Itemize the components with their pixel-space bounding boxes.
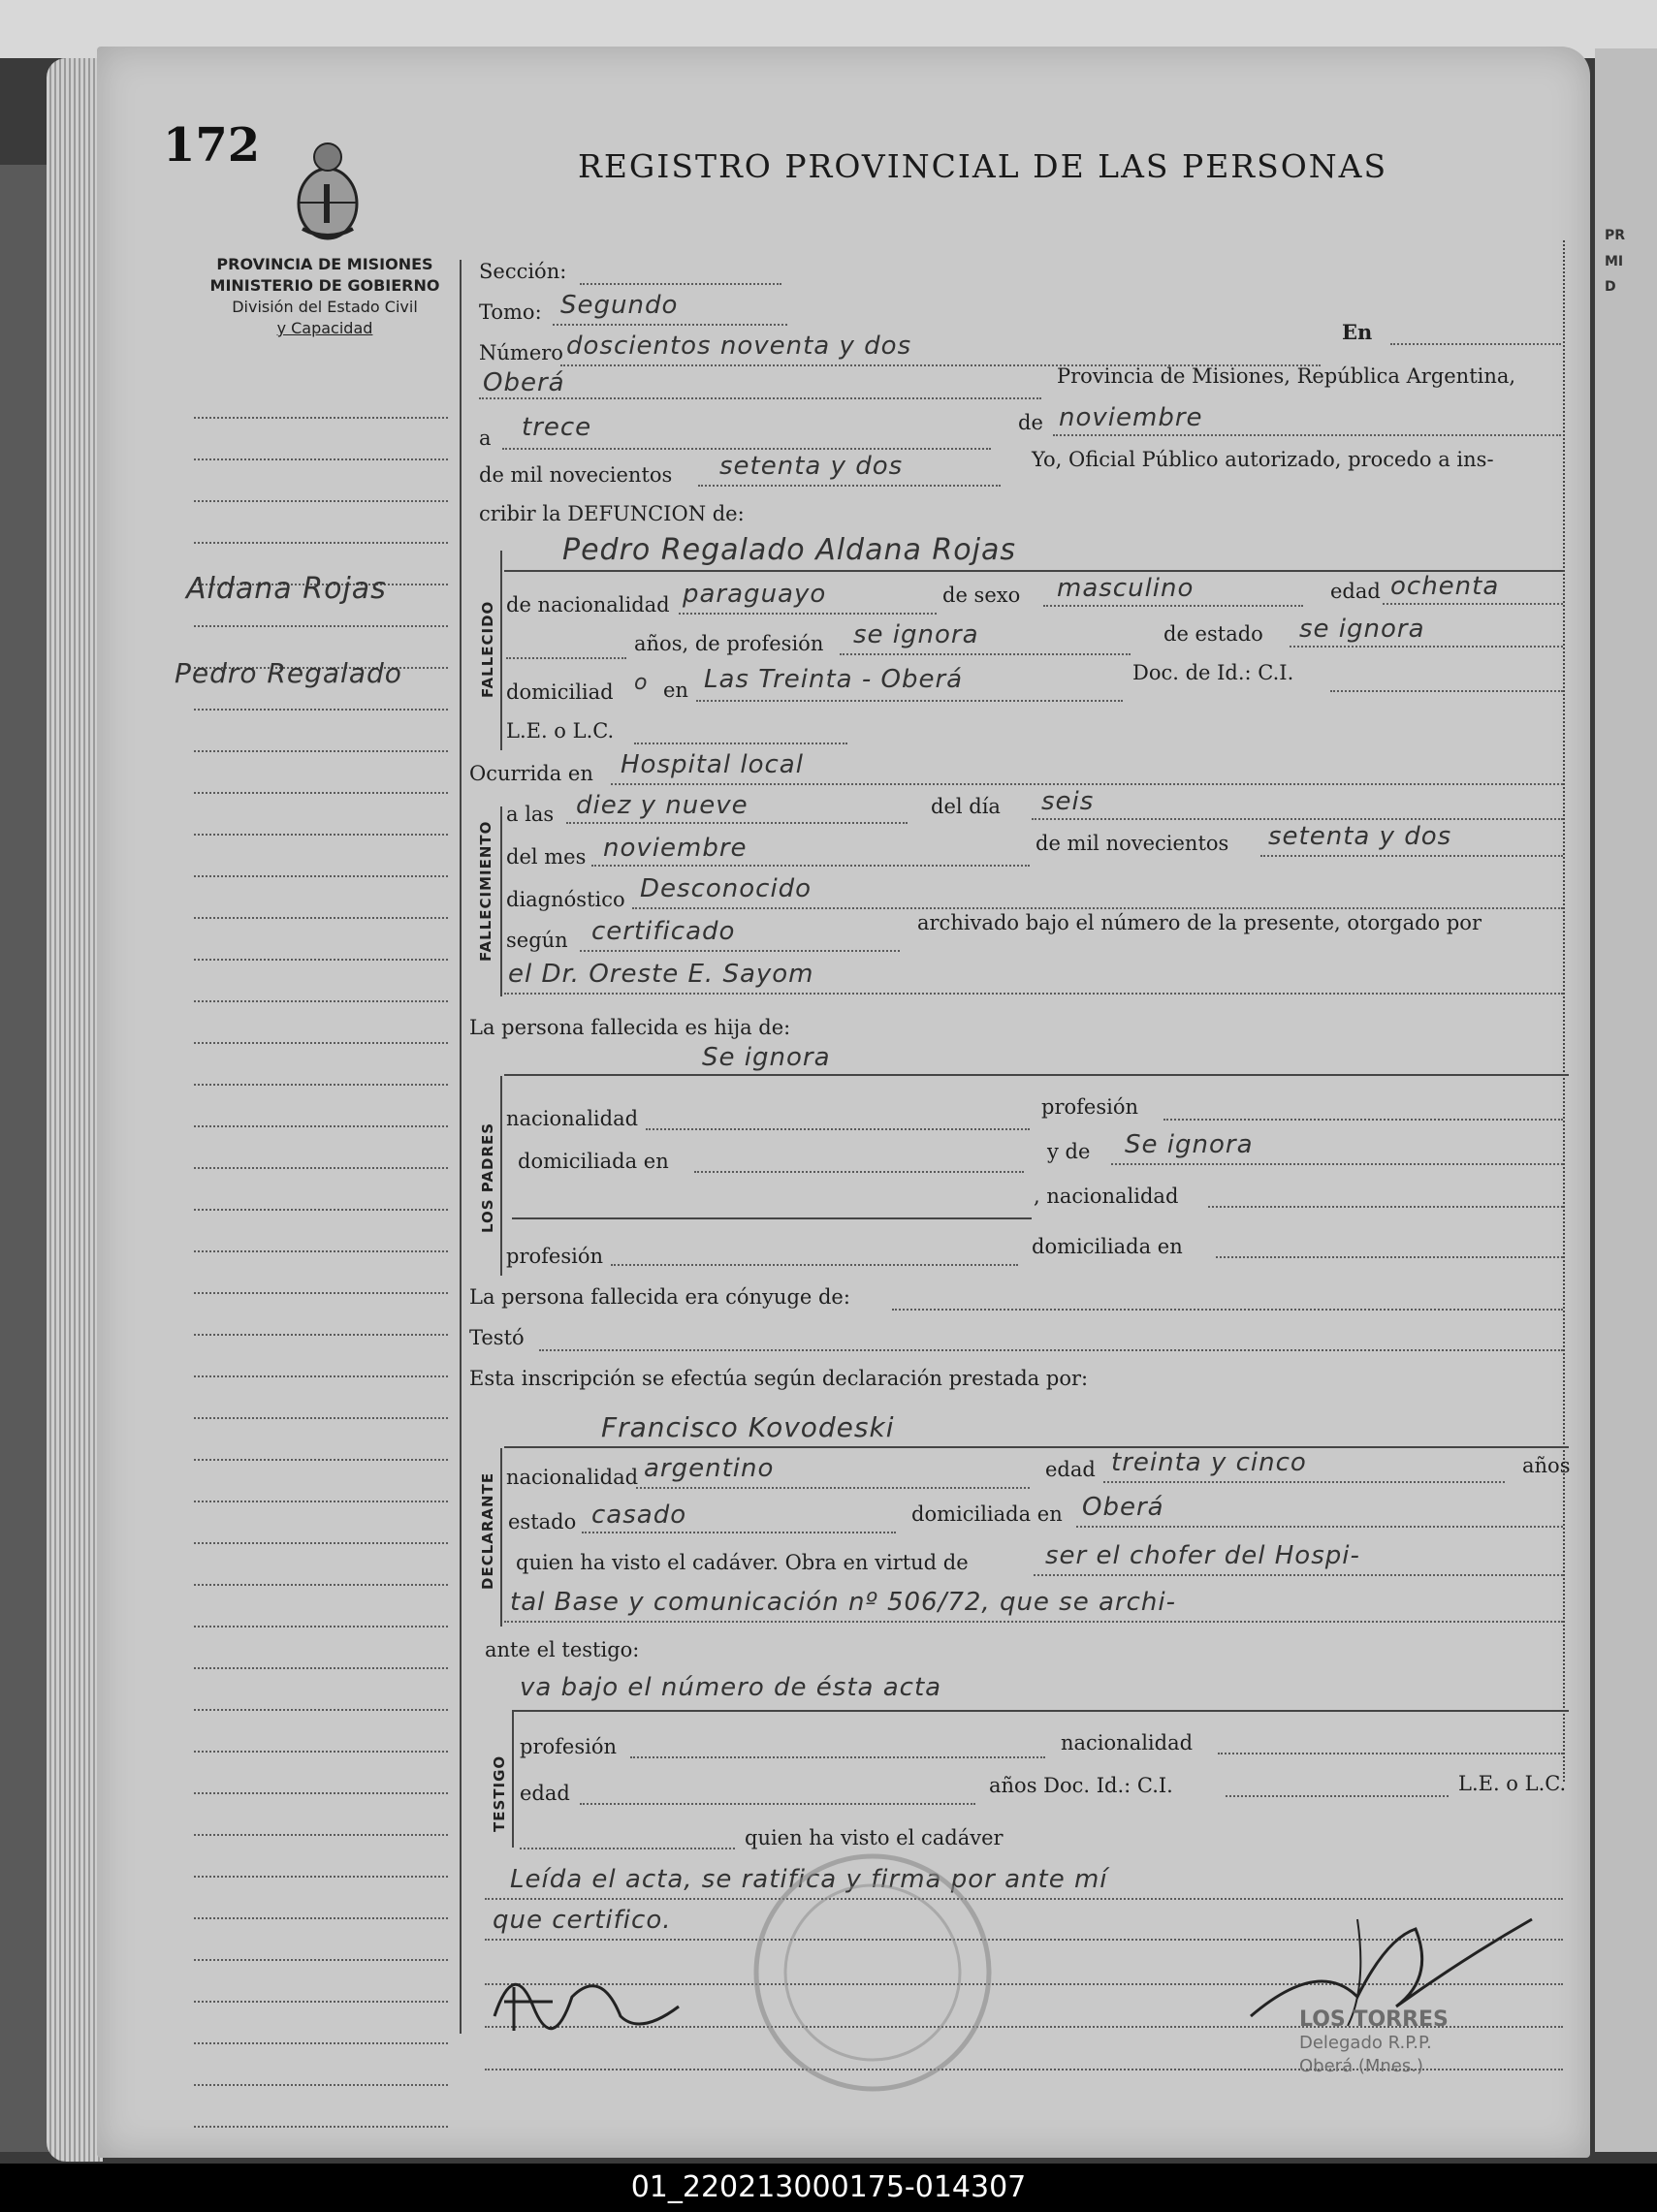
field-line xyxy=(504,993,1563,995)
label-cribir: cribir la DEFUNCION de: xyxy=(479,502,745,525)
declarant-signature xyxy=(485,1948,698,2045)
value-anio-fallec: setenta y dos xyxy=(1268,822,1452,851)
declarant-underline xyxy=(504,1446,1569,1448)
margin-ruled-line xyxy=(194,917,448,919)
label-de-mil-fallec: de mil novecientos xyxy=(1036,832,1229,855)
margin-ruled-line xyxy=(194,2001,448,2003)
margin-ruled-line xyxy=(194,1626,448,1627)
field-line xyxy=(479,397,1041,399)
round-seal-stamp xyxy=(747,1842,999,2103)
margin-ruled-line xyxy=(194,1167,448,1169)
form-left-border xyxy=(460,260,462,2034)
label-domiciliada-padre: domiciliada en xyxy=(518,1150,669,1173)
margin-ruled-line xyxy=(194,1501,448,1502)
margin-ruled-line xyxy=(194,458,448,460)
margin-ruled-line xyxy=(194,1709,448,1711)
field-line xyxy=(1226,1795,1449,1797)
label-nacionalidad-decl: nacionalidad xyxy=(506,1466,639,1489)
issuing-organization xyxy=(184,254,465,339)
facing-page-fragment: MI xyxy=(1605,254,1624,269)
margin-ruled-line xyxy=(194,1084,448,1086)
section-label-los-padres: LOS PADRES xyxy=(479,1122,496,1233)
value-numero: doscientos noventa y dos xyxy=(566,332,912,361)
label-a: a xyxy=(479,427,492,450)
org-line: MINISTERIO DE GOBIERNO xyxy=(209,276,440,295)
field-line xyxy=(591,865,1030,867)
value-nacionalidad: paraguayo xyxy=(683,580,827,609)
section-label-fallecimiento: FALLECIMIENTO xyxy=(477,820,494,962)
org-line: PROVINCIA DE MISIONES xyxy=(216,255,433,273)
label-numero: Número xyxy=(479,341,563,364)
margin-ruled-line xyxy=(194,1375,448,1377)
label-edad: edad xyxy=(1330,580,1381,603)
value-decl-nacionalidad: argentino xyxy=(644,1454,775,1483)
value-segun: certificado xyxy=(591,917,736,946)
label-anos-decl: años xyxy=(1522,1454,1571,1477)
value-nombre: Pedro Regalado Aldana Rojas xyxy=(562,533,1016,567)
label-nacionalidad-testigo: nacionalidad xyxy=(1061,1731,1194,1754)
label-de-mil: de mil novecientos xyxy=(479,463,673,487)
label-edad-decl: edad xyxy=(1045,1458,1096,1481)
label-anos-doc: años Doc. Id.: C.I. xyxy=(989,1774,1173,1797)
page-number: 172 xyxy=(163,118,261,173)
registry-title: REGISTRO PROVINCIAL DE LAS PERSONAS xyxy=(578,147,1388,185)
margin-ruled-line xyxy=(194,1584,448,1586)
field-line xyxy=(1163,1119,1563,1121)
value-decl-edad: treinta y cinco xyxy=(1111,1448,1307,1477)
margin-ruled-line xyxy=(194,834,448,836)
label-nacionalidad-padre: nacionalidad xyxy=(506,1107,639,1130)
field-line xyxy=(840,653,1131,655)
label-del-mes: del mes xyxy=(506,845,587,869)
field-line xyxy=(1034,1574,1563,1576)
label-conyuge: La persona fallecida era cónyuge de: xyxy=(469,1285,850,1309)
label-quien-cadaver-testigo: quien ha visto el cadáver xyxy=(745,1826,1004,1849)
field-line xyxy=(1103,1481,1505,1483)
margin-ruled-line xyxy=(194,1125,448,1127)
margin-ruled-line xyxy=(194,542,448,544)
label-seccion: Sección: xyxy=(479,260,567,283)
label-nacionalidad: de nacionalidad xyxy=(506,593,670,616)
value-sexo: masculino xyxy=(1057,574,1195,603)
field-line xyxy=(1290,646,1563,648)
value-padre: Se ignora xyxy=(702,1043,831,1072)
field-line xyxy=(646,1128,1030,1130)
facing-page-fragment: D xyxy=(1605,279,1616,295)
margin-ruled-line xyxy=(194,1542,448,1544)
field-line xyxy=(636,1487,1030,1489)
margin-ruled-line xyxy=(194,750,448,752)
label-anos-profesion: años, de profesión xyxy=(634,632,824,655)
field-line xyxy=(1043,605,1303,607)
field-line xyxy=(634,743,847,744)
value-domicilio-o: o xyxy=(634,671,649,695)
label-profesion-testigo: profesión xyxy=(520,1735,617,1758)
section-label-fallecido: FALLECIDO xyxy=(479,600,496,698)
field-line xyxy=(1218,1753,1563,1754)
margin-ruled-line xyxy=(194,1250,448,1252)
father-underline xyxy=(504,1074,1569,1076)
margin-ruled-line xyxy=(194,1209,448,1211)
label-le-lc: L.E. o L.C. xyxy=(506,719,615,743)
label-hija-de: La persona fallecida es hija de: xyxy=(469,1016,791,1039)
witness-underline xyxy=(512,1710,1569,1712)
margin-ruled-line xyxy=(194,1667,448,1669)
label-le-lc-testigo: L.E. o L.C. xyxy=(1458,1772,1567,1795)
label-estado-decl: estado xyxy=(508,1510,577,1533)
margin-ruled-line xyxy=(194,1042,448,1044)
value-madre: Se ignora xyxy=(1125,1130,1254,1159)
value-leida-1: Leída el acta, se ratifica y firma por ante mí xyxy=(510,1865,1108,1894)
value-obra-3: va bajo el número de ésta acta xyxy=(520,1673,942,1702)
field-line xyxy=(1208,1206,1563,1208)
value-domicilio: Las Treinta - Oberá xyxy=(704,665,964,694)
label-de: de xyxy=(1018,411,1043,434)
field-line xyxy=(553,324,787,326)
label-segun: según xyxy=(506,929,568,952)
field-line xyxy=(1053,434,1561,436)
field-line xyxy=(611,1264,1018,1266)
label-testo: Testó xyxy=(469,1326,525,1349)
value-mes: noviembre xyxy=(1059,403,1203,432)
value-leida-2: que certifico. xyxy=(493,1906,672,1935)
field-line xyxy=(630,1756,1045,1758)
label-diagnostico: diagnóstico xyxy=(506,888,625,911)
label-y-de: y de xyxy=(1047,1140,1091,1163)
facing-page-fragment: PR xyxy=(1605,228,1626,243)
field-line xyxy=(582,1532,896,1533)
field-line xyxy=(632,907,1563,909)
margin-ruled-line xyxy=(194,1334,448,1336)
label-domiciliada-madre: domiciliada en xyxy=(1032,1235,1183,1258)
margin-ruled-line xyxy=(194,2126,448,2128)
field-line xyxy=(580,1803,975,1805)
value-obra-2: tal Base y comunicación nº 506/72, que se archi- xyxy=(510,1588,1176,1617)
mother-underline xyxy=(512,1217,1032,1219)
value-dia: trece xyxy=(522,413,592,442)
margin-ruled-line xyxy=(194,1292,448,1294)
field-line xyxy=(694,1171,1024,1173)
margin-ruled-line xyxy=(194,2084,448,2086)
margin-ruled-line xyxy=(194,2042,448,2044)
form-right-border xyxy=(1563,240,1565,1782)
value-decl-domicilio: Oberá xyxy=(1082,1493,1164,1522)
margin-ruled-line xyxy=(194,792,448,794)
field-line xyxy=(502,448,991,450)
field-line xyxy=(611,783,1563,785)
margin-ruled-line xyxy=(194,1751,448,1753)
field-line xyxy=(1076,1526,1563,1528)
org-line: División del Estado Civil xyxy=(232,298,418,316)
field-line xyxy=(1032,818,1563,820)
value-mes-fallec: noviembre xyxy=(603,834,748,863)
value-dia-fallec: seis xyxy=(1041,787,1095,816)
field-line xyxy=(696,700,1123,702)
org-line: y Capacidad xyxy=(276,319,373,337)
book-page-edges xyxy=(47,58,103,2162)
margin-ruled-line xyxy=(194,1417,448,1419)
value-ocurrida: Hospital local xyxy=(621,750,804,779)
field-line xyxy=(1260,855,1563,857)
margin-ruled-line xyxy=(194,709,448,711)
label-tomo: Tomo: xyxy=(479,300,542,324)
label-archivado: archivado bajo el número de la presente, otorgado por xyxy=(917,911,1482,934)
label-domiciliado: domiciliad xyxy=(506,680,614,704)
margin-ruled-line xyxy=(194,875,448,877)
label-profesion-madre: profesión xyxy=(506,1245,603,1268)
label-ocurrida: Ocurrida en xyxy=(469,762,593,785)
margin-note-given-names: Pedro Regalado xyxy=(175,657,402,689)
field-line xyxy=(1216,1256,1563,1258)
value-diagnostico: Desconocido xyxy=(640,874,813,903)
field-line xyxy=(580,283,781,285)
label-profesion-padre: profesión xyxy=(1041,1095,1138,1119)
label-a-las: a las xyxy=(506,803,555,826)
value-edad: ochenta xyxy=(1390,572,1500,601)
stamp-line: Delegado R.P.P. xyxy=(1299,2033,1432,2053)
value-decl-estado: casado xyxy=(591,1501,687,1530)
field-line xyxy=(892,1309,1563,1311)
label-domiciliada-decl: domiciliada en xyxy=(911,1502,1063,1526)
margin-note-surname: Aldana Rojas xyxy=(186,572,387,606)
margin-ruled-line xyxy=(194,1959,448,1961)
field-line xyxy=(504,1621,1563,1623)
label-provincia: Provincia de Misiones, República Argentina, xyxy=(1057,364,1516,388)
value-medico: el Dr. Oreste E. Sayom xyxy=(508,960,814,989)
margin-ruled-line xyxy=(194,1792,448,1794)
label-edad-testigo: edad xyxy=(520,1782,570,1805)
value-profesion: se ignora xyxy=(853,620,979,649)
stamp-line: LOS TORRES xyxy=(1299,2007,1449,2032)
label-ante-testigo: ante el testigo: xyxy=(485,1638,640,1661)
field-line xyxy=(1111,1163,1563,1165)
label-quien-cadaver: quien ha visto el cadáver. Obra en virtud de xyxy=(516,1551,969,1574)
field-line xyxy=(506,657,626,659)
section-border xyxy=(500,1076,502,1276)
value-obra-1: ser el chofer del Hospi- xyxy=(1045,1541,1360,1570)
official-stamp xyxy=(1299,2008,1449,2078)
margin-ruled-line xyxy=(194,1834,448,1836)
label-sexo: de sexo xyxy=(942,584,1021,607)
section-label-declarante: DECLARANTE xyxy=(479,1471,496,1590)
coat-of-arms-icon xyxy=(289,136,366,242)
margin-ruled-line xyxy=(194,959,448,961)
label-doc: Doc. de Id.: C.I. xyxy=(1132,661,1294,684)
field-line xyxy=(1383,603,1563,605)
margin-ruled-line xyxy=(194,1917,448,1919)
field-line xyxy=(698,485,1001,487)
value-lugar: Oberá xyxy=(483,368,565,397)
label-del-dia: del día xyxy=(931,795,1001,818)
facing-page-edge xyxy=(1595,48,1657,2152)
margin-ruled-line xyxy=(194,1876,448,1878)
margin-ruled-line xyxy=(194,625,448,627)
margin-ruled-line xyxy=(194,1000,448,1002)
section-border xyxy=(500,1448,502,1627)
field-line xyxy=(1390,343,1561,345)
field-line xyxy=(679,613,937,615)
margin-ruled-line xyxy=(194,1459,448,1461)
label-nacionalidad-madre: , nacionalidad xyxy=(1034,1185,1179,1208)
label-estado: de estado xyxy=(1163,622,1263,646)
stamp-line: Oberá (Mnes.) xyxy=(1299,2056,1423,2076)
label-inscripcion: Esta inscripción se efectúa según declaración prestada por: xyxy=(469,1367,1089,1390)
label-en: En xyxy=(1342,320,1373,344)
section-border xyxy=(500,551,502,750)
section-label-testigo: TESTIGO xyxy=(491,1754,508,1832)
field-line xyxy=(539,1349,1563,1351)
value-tomo: Segundo xyxy=(560,291,679,320)
value-hora: diez y nueve xyxy=(576,791,749,820)
field-line xyxy=(1330,690,1563,692)
margin-ruled-line xyxy=(194,417,448,419)
section-border xyxy=(512,1712,514,1848)
value-estado: se ignora xyxy=(1299,615,1425,644)
value-declarante: Francisco Kovodeski xyxy=(601,1411,895,1443)
margin-ruled-line xyxy=(194,500,448,502)
label-oficial: Yo, Oficial Público autorizado, procedo a ins- xyxy=(1032,448,1494,471)
value-anio: setenta y dos xyxy=(719,452,904,481)
image-caption: 01_220213000175-014307 xyxy=(0,2164,1657,2212)
field-line xyxy=(580,950,900,952)
label-en-domicilio: en xyxy=(663,679,688,702)
section-border xyxy=(500,806,502,996)
field-line xyxy=(520,1848,735,1849)
field-line xyxy=(566,822,908,824)
